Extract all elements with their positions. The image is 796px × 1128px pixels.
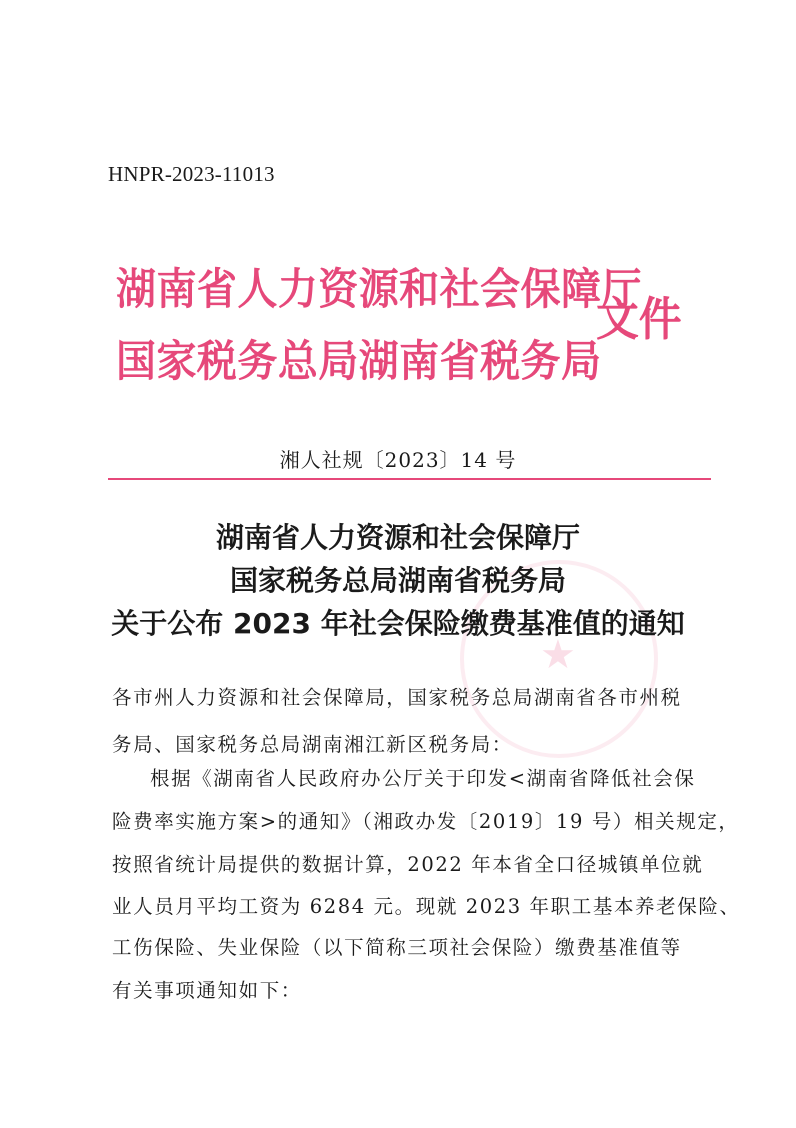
body-line: 各市州人力资源和社会保障局，国家税务总局湖南省各市州税 xyxy=(112,686,682,709)
issuer-line-1: 湖南省人力资源和社会保障厅 xyxy=(116,265,642,315)
issuer-line-2: 国家税务总局湖南省税务局 xyxy=(116,337,602,387)
body-line: 按照省统计局提供的数据计算，2022 年本省全口径城镇单位就 xyxy=(112,853,704,876)
body-line: 工伤保险、失业保险（以下简称三项社会保险）缴费基准值等 xyxy=(112,936,682,959)
body-line: 根据《湖南省人民政府办公厅关于印发<湖南省降低社会保 xyxy=(150,767,696,790)
title-line-3: 关于公布 2023 年社会保险缴费基准值的通知 xyxy=(111,607,685,640)
body-line: 险费率实施方案>的通知》（湘政办发〔2019〕19 号）相关规定， xyxy=(112,810,740,833)
title-line-2: 国家税务总局湖南省税务局 xyxy=(229,564,566,597)
body-line: 业人员月平均工资为 6284 元。现就 2023 年职工基本养老保险、 xyxy=(112,895,741,918)
title-line-1: 湖南省人力资源和社会保障厅 xyxy=(215,521,580,554)
document-number: 湘人社规〔2023〕14 号 xyxy=(279,448,517,472)
body-line: 有关事项通知如下： xyxy=(112,979,302,1002)
document-code: HNPR-2023-11013 xyxy=(108,162,275,186)
body-line: 务局、国家税务总局湖南湘江新区税务局： xyxy=(112,733,513,756)
issuer-suffix: 文件 xyxy=(596,292,682,346)
red-divider xyxy=(108,478,711,480)
seal-star-icon: ★ xyxy=(540,632,576,678)
